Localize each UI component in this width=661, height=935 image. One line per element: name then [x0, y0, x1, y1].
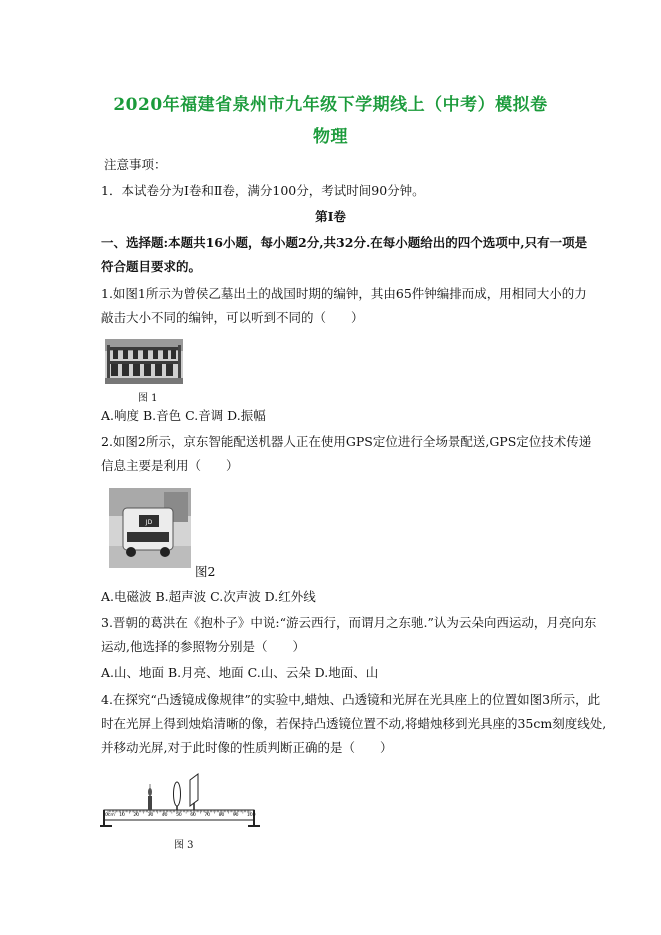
q4-stem-line2: 时在光屏上得到烛焰清晰的像，若保持凸透镜位置不动,将蜡烛移到光具座的35cm刻度线处,	[101, 716, 607, 731]
q2-options: A.电磁波 B.超声波 C.次声波 D.红外线	[101, 589, 316, 604]
ruler-label: 100	[247, 813, 256, 818]
exam-subject: 物理	[313, 127, 348, 147]
ruler-label: 50	[176, 813, 182, 818]
q1-options: A.响度 B.音色 C.音调 D.振幅	[101, 408, 266, 423]
ruler-label: 20	[133, 813, 140, 818]
q3-stem-line2: 运动,他选择的参照物分别是（ ）	[101, 639, 305, 654]
q4-stem-line3: 并移动光屏,对于此时像的性质判断正确的是（ ）	[101, 740, 393, 755]
q2-stem-line2: 信息主要是利用（ ）	[101, 458, 239, 473]
q4-stem-line1: 4.在探究“凸透镜成像规律”的实验中,蜡烛、凸透镜和光屏在光具座上的位置如图3所示，此	[101, 692, 601, 707]
ruler-label: 60	[190, 813, 196, 818]
figure-3-caption: 图 3	[174, 840, 194, 851]
section-instruction-line2: 符合题目要求的。	[101, 259, 202, 274]
figure-2-robot-image	[109, 488, 191, 568]
exam-title: 2020年福建省泉州市九年级下学期线上（中考）模拟卷	[113, 95, 548, 115]
figure-1-bells-image	[105, 339, 183, 384]
q1-stem-line2: 敲击大小不同的编钟，可以听到不同的（ ）	[101, 310, 364, 325]
q3-stem-line1: 3.晋朝的葛洪在《抱朴子》中说:“游云西行，而谓月之东驰.”认为云朵向西运动，月亮向东	[101, 615, 597, 630]
notice-item-1: 1．本试卷分为Ⅰ卷和Ⅱ卷，满分100分，考试时间90分钟。	[101, 183, 425, 198]
figure-2-caption: 图2	[195, 564, 216, 579]
figure-1-caption: 图 1	[138, 393, 158, 404]
section-title: 第Ⅰ卷	[315, 209, 346, 224]
ruler-label: 30	[147, 813, 154, 818]
ruler-label: 90	[232, 813, 239, 818]
ruler-label: 40	[161, 813, 168, 818]
q2-stem-line1: 2.如图2所示，京东智能配送机器人正在使用GPS定位进行全场景配送,GPS定位技术传递	[101, 434, 592, 449]
q3-options: A.山、地面 B.月亮、地面 C.山、云朵 D.地面、山	[101, 665, 379, 680]
ruler-label: 0cm	[105, 813, 115, 818]
ruler-label: 10	[119, 813, 125, 818]
figure-3-optical-bench	[100, 770, 260, 830]
svg-text:JD: JD	[145, 519, 153, 526]
q1-stem-line1: 1.如图1所示为曾侯乙墓出土的战国时期的编钟，其由65件钟编排而成，用相同大小的力	[101, 286, 587, 301]
ruler-label: 70	[204, 813, 211, 818]
notice-heading: 注意事项：	[104, 157, 167, 172]
section-instruction-line1: 一、选择题:本题共16小题，每小题2分,共32分.在每小题给出的四个选项中,只有一项是	[101, 235, 588, 250]
ruler-label: 80	[218, 813, 225, 818]
